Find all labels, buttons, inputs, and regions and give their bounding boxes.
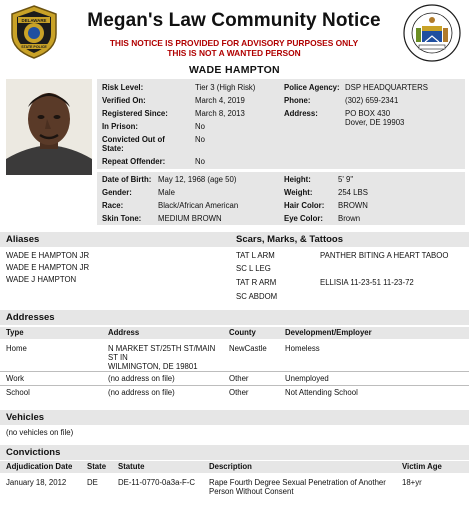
- notice-header: [0, 0, 469, 64]
- mark-location: TAT L ARM: [236, 251, 275, 260]
- agency-address-line1: PO BOX 430: [345, 109, 391, 118]
- alias-item: WADE J HAMPTON: [6, 275, 77, 284]
- address-line2: ST IN: [108, 353, 128, 362]
- hair-color-label: Hair Color:: [284, 201, 325, 210]
- registered-since-value: March 8, 2013: [195, 109, 245, 118]
- repeat-offender-value: No: [195, 157, 205, 166]
- marks-title: Scars, Marks, & Tattoos: [236, 234, 344, 245]
- mark-location: SC L LEG: [236, 264, 271, 273]
- height-value: 5' 9": [338, 175, 354, 184]
- vehicles-header: [0, 410, 469, 425]
- page-title: Megan's Law Community Notice: [87, 10, 381, 31]
- hair-color-value: BROWN: [338, 201, 368, 210]
- row-divider: [0, 385, 469, 386]
- weight-value: 254 LBS: [338, 188, 368, 197]
- aliases-title: Aliases: [6, 234, 40, 245]
- mark-location: TAT R ARM: [236, 278, 277, 287]
- verified-on-label: Verified On:: [102, 96, 146, 105]
- risk-level-label: Risk Level:: [102, 83, 144, 92]
- address-development: Unemployed: [285, 374, 329, 383]
- skin-tone-value: MEDIUM BROWN: [158, 214, 222, 223]
- address-label: Address:: [284, 109, 318, 118]
- advisory-line-2: THIS IS NOT A WANTED PERSON: [167, 48, 301, 58]
- row-divider: [0, 371, 469, 372]
- address-col-development: Development/Employer: [285, 328, 372, 337]
- address-col-address: Address: [108, 328, 140, 337]
- advisory-notice: [64, 38, 404, 58]
- address-county: NewCastle: [229, 344, 267, 353]
- convicted-out-label-line1: Convicted Out of: [102, 135, 165, 144]
- conviction-col-statute: Statute: [118, 462, 145, 471]
- conviction-state: DE: [87, 478, 98, 487]
- address-county: Other: [229, 374, 249, 383]
- agency-address-line2: Dover, DE 19903: [345, 118, 405, 127]
- vehicles-title: Vehicles: [6, 412, 45, 423]
- mark-description: ELLISIA 11-23-51 11-23-72: [320, 278, 414, 287]
- status-band: [97, 79, 465, 169]
- address-development: Homeless: [285, 344, 320, 353]
- conviction-statute: DE-11-0770-0a3a-F-C: [118, 478, 195, 487]
- address-line3: WILMINGTON, DE 19801: [108, 362, 198, 371]
- offender-photo: [6, 79, 92, 175]
- conviction-victim-age: 18+yr: [402, 478, 422, 487]
- eye-color-value: Brown: [338, 214, 361, 223]
- address-line1: (no address on file): [108, 388, 175, 397]
- addresses-header: [0, 310, 469, 325]
- address-col-county: County: [229, 328, 256, 337]
- convictions-header: [0, 445, 469, 460]
- conviction-description-line2: Person Without Consent: [209, 487, 294, 496]
- phone-value: (302) 659-2341: [345, 96, 399, 105]
- convictions-title: Convictions: [6, 447, 61, 458]
- conviction-date: January 18, 2012: [6, 478, 67, 487]
- in-prison-label: In Prison:: [102, 122, 138, 131]
- badge-text-bottom: STATE POLICE: [21, 45, 47, 50]
- gender-label: Gender:: [102, 188, 132, 197]
- addresses-title: Addresses: [6, 312, 55, 323]
- address-type: Work: [6, 374, 25, 383]
- badge-text-top: DELAWARE: [21, 18, 47, 23]
- offender-name: WADE HAMPTON: [189, 64, 280, 76]
- conviction-col-description: Description: [209, 462, 252, 471]
- race-label: Race:: [102, 201, 124, 210]
- state-seal-icon: [403, 4, 461, 62]
- conviction-col-state: State: [87, 462, 107, 471]
- aliases-marks-header: [0, 232, 469, 247]
- mark-description: PANTHER BITING A HEART TABOO: [320, 251, 449, 260]
- convicted-out-value: No: [195, 135, 205, 144]
- vehicles-note: (no vehicles on file): [6, 428, 74, 437]
- gender-value: Male: [158, 188, 175, 197]
- address-type: Home: [6, 344, 27, 353]
- police-agency-value: DSP HEADQUARTERS: [345, 83, 428, 92]
- convicted-out-label-line2: State:: [102, 144, 124, 153]
- conviction-col-date: Adjudication Date: [6, 462, 73, 471]
- advisory-line-1: THIS NOTICE IS PROVIDED FOR ADVISORY PURPOSES ONLY: [109, 38, 359, 48]
- height-label: Height:: [284, 175, 311, 184]
- police-agency-label: Police Agency:: [284, 83, 340, 92]
- verified-on-value: March 4, 2019: [195, 96, 245, 105]
- in-prison-value: No: [195, 122, 205, 131]
- address-line1: (no address on file): [108, 374, 175, 383]
- risk-level-value: Tier 3 (High Risk): [195, 83, 256, 92]
- registered-since-label: Registered Since:: [102, 109, 168, 118]
- alias-item: WADE E HAMPTON JR: [6, 251, 90, 260]
- physical-band: [97, 172, 465, 225]
- address-county: Other: [229, 388, 249, 397]
- conviction-description-line1: Rape Fourth Degree Sexual Penetration of Another: [209, 478, 386, 487]
- weight-label: Weight:: [284, 188, 313, 197]
- skin-tone-label: Skin Tone:: [102, 214, 142, 223]
- eye-color-label: Eye Color:: [284, 214, 323, 223]
- conviction-col-victim-age: Victim Age: [402, 462, 442, 471]
- dob-value: May 12, 1968 (age 50): [158, 175, 237, 184]
- mark-location: SC ABDOM: [236, 292, 278, 301]
- address-col-type: Type: [6, 328, 24, 337]
- state-police-badge-icon: [6, 4, 62, 60]
- address-line1: N MARKET ST/25TH ST/MAIN: [108, 344, 216, 353]
- address-development: Not Attending School: [285, 388, 358, 397]
- alias-item: WADE E HAMPTON JR: [6, 263, 90, 272]
- address-type: School: [6, 388, 30, 397]
- dob-label: Date of Birth:: [102, 175, 152, 184]
- repeat-offender-label: Repeat Offender:: [102, 157, 166, 166]
- race-value: Black/African American: [158, 201, 239, 210]
- phone-label: Phone:: [284, 96, 311, 105]
